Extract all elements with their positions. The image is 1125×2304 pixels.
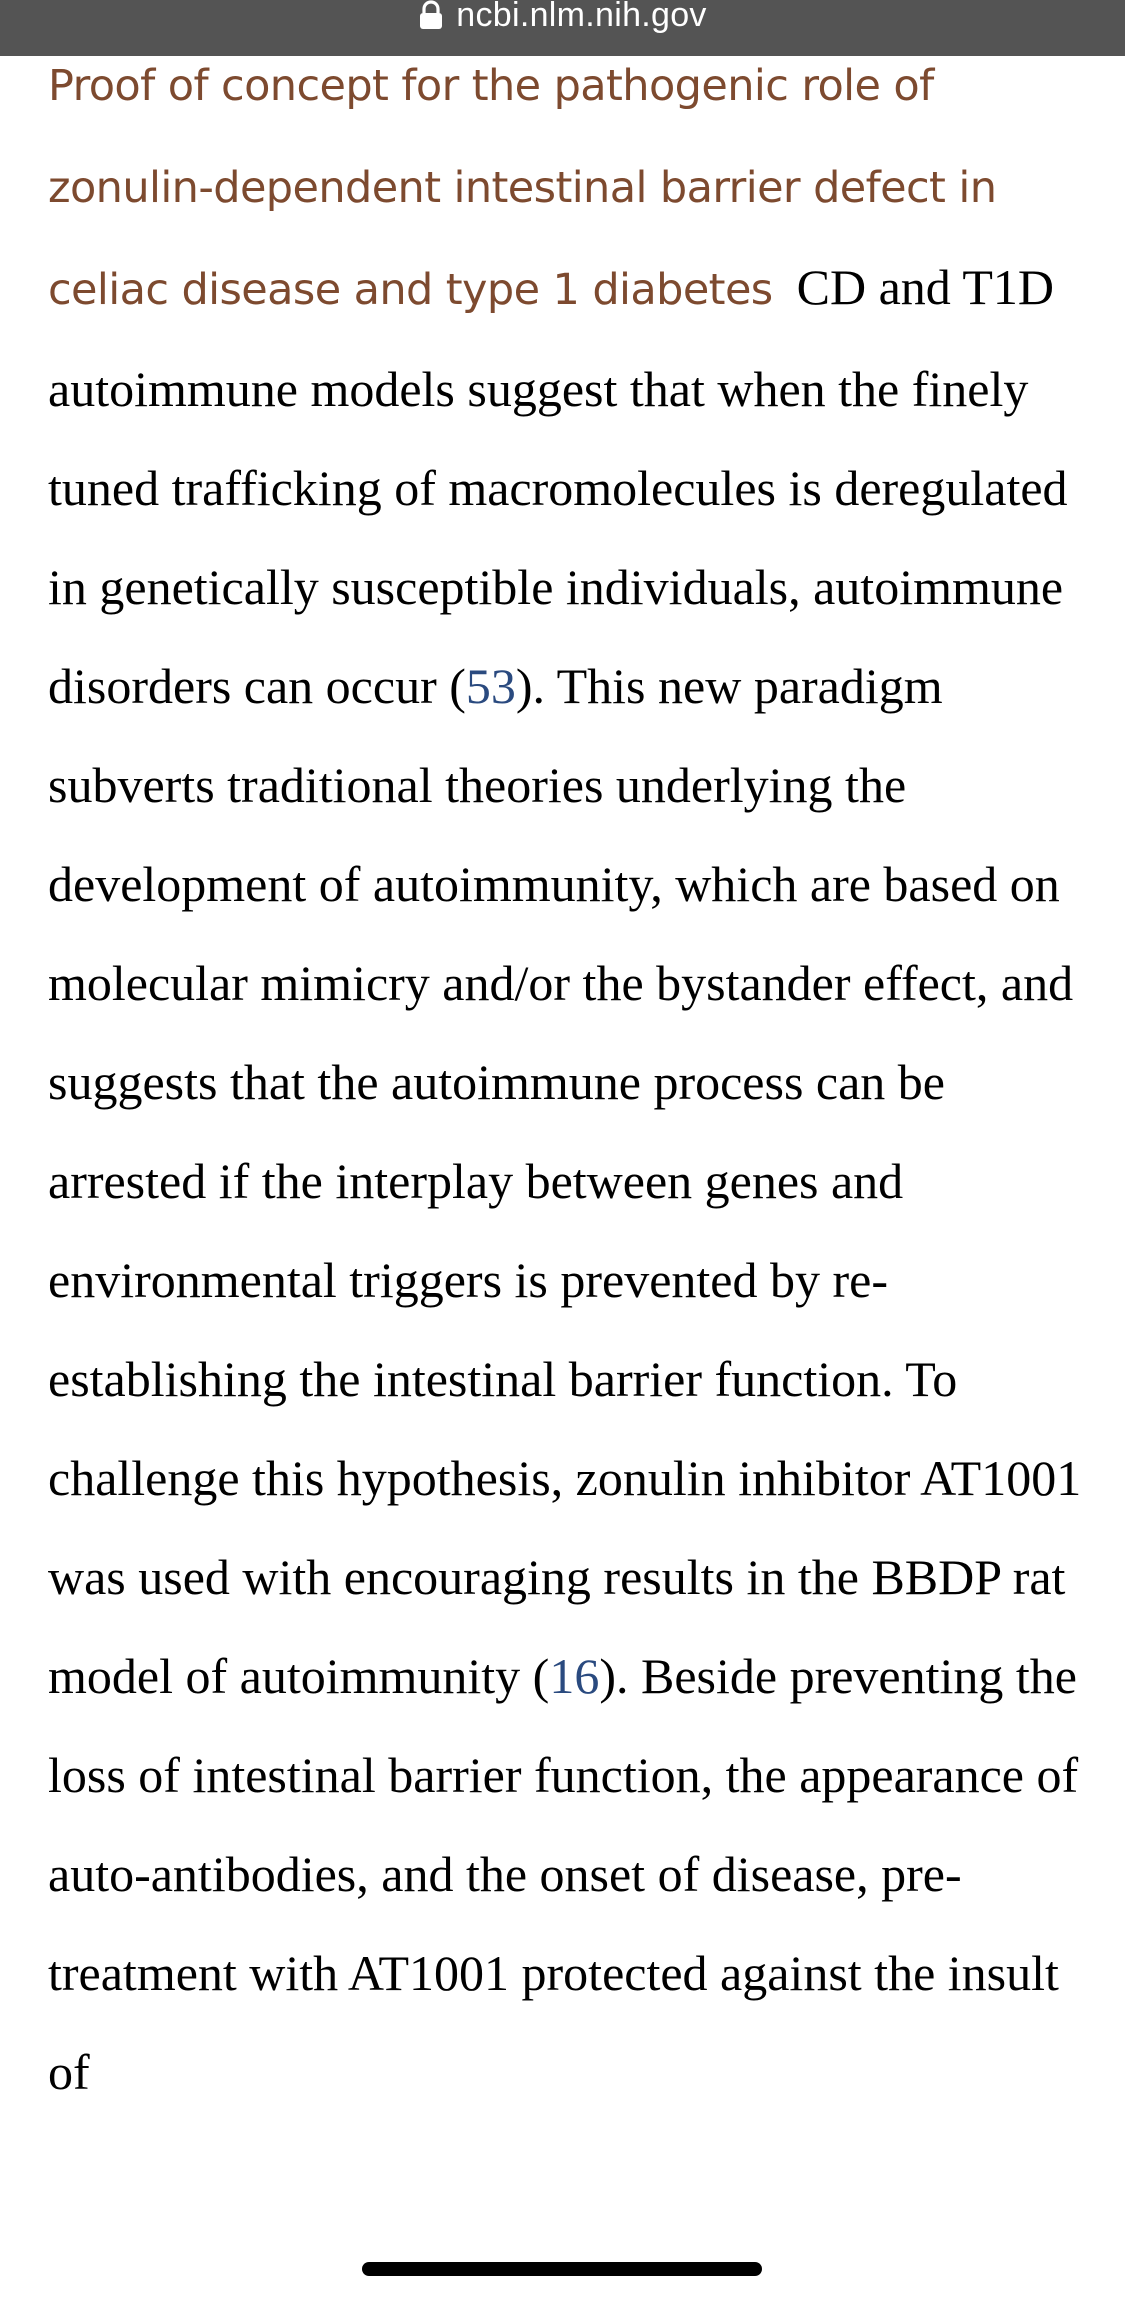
section-heading: Proof of concept for the pathogenic role of zonulin-dependent intestinal barrier defect in celiac disease and type 1 diabetes xyxy=(48,61,997,315)
reference-link-16[interactable]: 16 xyxy=(549,1648,600,1704)
url-container xyxy=(418,0,707,35)
reference-link-53[interactable]: 53 xyxy=(465,658,516,714)
article-paragraph xyxy=(48,34,1088,2122)
paragraph-text: CD and T1D autoimmune models suggest that when the finely tuned trafficking of macromolecules is deregulated in genetically susceptible individuals, autoimmune disorders can occur ( xyxy=(48,259,1068,714)
paragraph-text: ). This new paradigm subverts traditional theories underlying the development of autoimmunity, which are based on molecular mimicry and/or the bystander effect, and suggests that the autoimmune process can be arrested if the interplay between genes and environmental triggers is prevented by re-establishing the intestinal barrier function. To challenge this hypothesis, zonulin inhibitor AT1001 was used with encouraging results in the BBDP rat model of autoimmunity ( xyxy=(48,658,1082,1704)
paragraph-text: ). Beside preventing the loss of intestinal barrier function, the appearance of auto-antibodies, and the onset of disease, pre-treatment with AT1001 protected against the insult of xyxy=(48,1648,1079,2100)
lock-icon xyxy=(418,0,444,30)
url-text: ncbi.nlm.nih.gov xyxy=(456,0,707,34)
browser-url-bar[interactable] xyxy=(0,0,1125,56)
home-indicator[interactable] xyxy=(362,2262,762,2276)
